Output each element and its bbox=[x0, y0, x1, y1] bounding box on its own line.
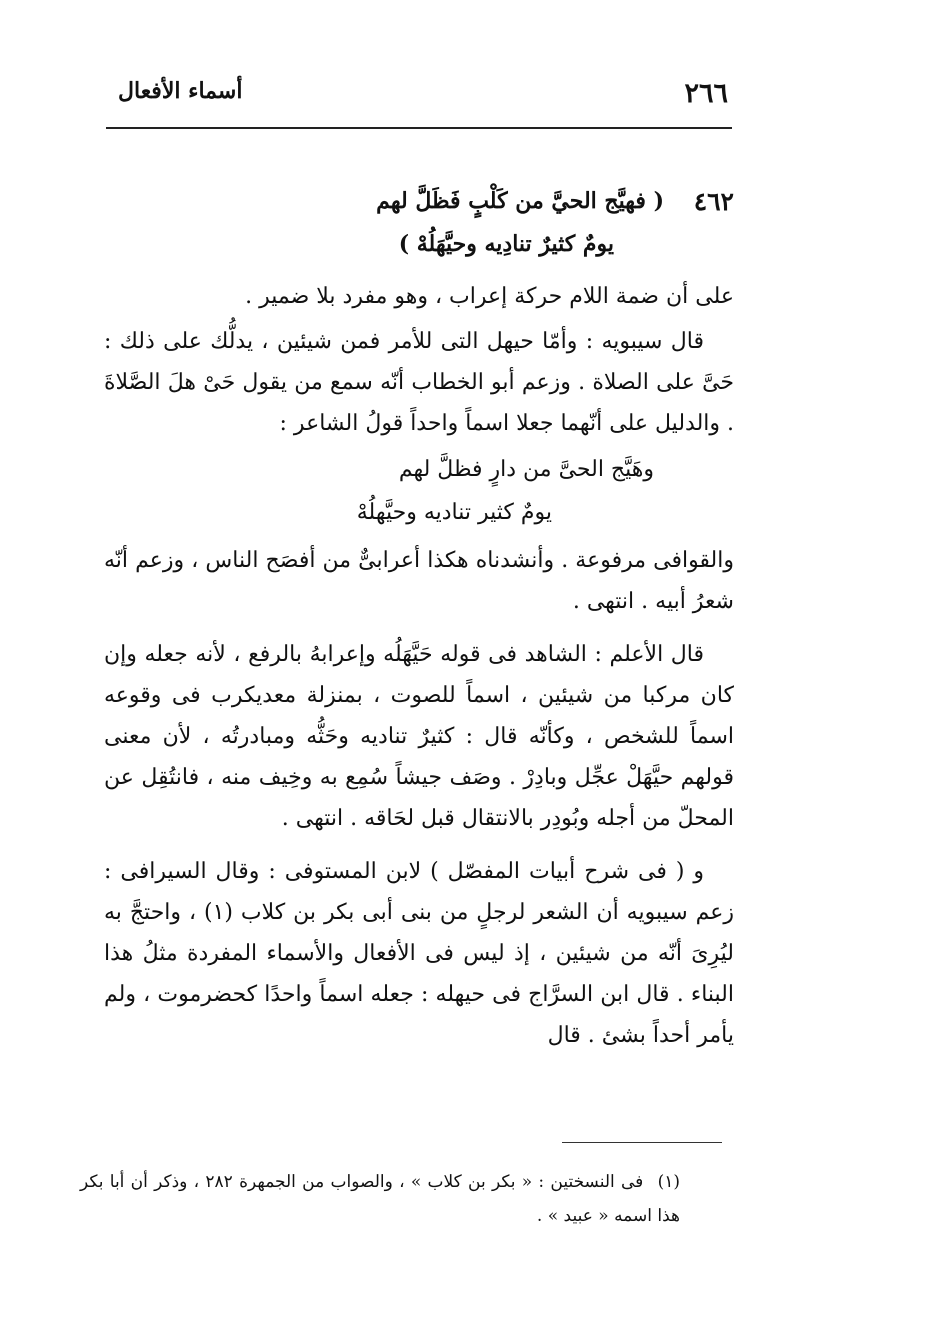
verse-line-1 bbox=[104, 180, 734, 223]
paragraph-1: على أن ضمة اللام حركة إعراب ، وهو مفرد بلا ضمير . bbox=[245, 284, 734, 309]
page-header bbox=[108, 72, 728, 112]
main-text bbox=[104, 180, 734, 1056]
running-title: أسماء الأفعال bbox=[118, 78, 243, 104]
footnote-text: فى النسختين : « بكر بن كلاب » ، والصواب من الجمهرة ٢٨٢ ، وذكر أن أبا بكر هذا اسمه « عبيد » . bbox=[80, 1172, 680, 1226]
footnotes bbox=[80, 1165, 680, 1233]
verse-line-2 bbox=[104, 223, 734, 266]
paragraph-4: قال الأعلم : الشاهد فى قوله حَيَّهَلُه وإعرابهُ بالرفع ، لأنه جعله وإن كان مركبا من شيئين ، اسماً للصوت ، بمنزلة معديكرب فى وقوعه اسماً للشخص ، وكأنّه قال : كثيرٌ تناديه وحَثُّه ومبادرتُه ، لأن معنى قولهم حيَّهَلْ عجِّل وبادِرْ . وصَف جيشاً سُمِع به وخِيف منه ، فانتُقِل عن المحلّ من أجله وبُودِر بالانتقال قبل لحَاقه . انتهى . bbox=[104, 642, 734, 831]
footnote-marker: (١) bbox=[657, 1172, 680, 1192]
poem-line-1: وهَيَّج الحىَّ من دارٍ فظلَّ لهم bbox=[398, 457, 654, 482]
quoted-poem bbox=[104, 448, 734, 534]
footnote-1 bbox=[80, 1165, 680, 1233]
verse-number: ٤٦٢ bbox=[693, 187, 734, 216]
paragraph-2: قال سيبويه : وأمّا حيهل التى للأمر فمن شيئين ، يدلُّك على ذلك : حَىَّ على الصلاة . وزعم أبو الخطاب أنّه سمع من يقول حَىْ هلَ الصَّلاةَ . والدليل على أنّهما جعلا اسماً واحداً قولُ الشاعر : bbox=[104, 329, 735, 436]
footnote-rule bbox=[562, 1142, 722, 1143]
header-rule bbox=[106, 127, 732, 129]
verse-second-hemistich: يومٌ كثيرٌ تنادِيه وحيَّهَلُهْ ) bbox=[398, 231, 614, 257]
verse-first-hemistich: ( فهيَّج الحيَّ من كَلْبٍ فَظَلَّ لهم bbox=[376, 188, 664, 214]
paragraph-5: و ( فى شرح أبيات المفصّل ) لابن المستوفى : وقال السيرافى : زعم سيبويه أن الشعر لرجلٍ من بنى أبى بكر بن كلاب (١) ، واحتجَّ به ليُرِىَ أنّه من شيئين ، إذ ليس فى الأفعال والأسماء المفردة مثلُ هذا البناء . قال ابن السرَّاج فى حيهله : جعله اسماً واحدًا كحضرموت ، ولم يأمر أحداً بشئ . قال bbox=[104, 859, 734, 1048]
verse-block bbox=[104, 180, 734, 266]
paragraph-3: والقوافى مرفوعة . وأنشدناه هكذا أعرابىٌّ من أفصَح الناس ، وزعم أنّه شعرُ أبيه . انتهى . bbox=[104, 548, 734, 614]
page-number: ٢٦٦ bbox=[684, 78, 728, 109]
poem-line-2: يومٌ كثير تناديه وحيَّهلُهْ bbox=[356, 500, 552, 525]
